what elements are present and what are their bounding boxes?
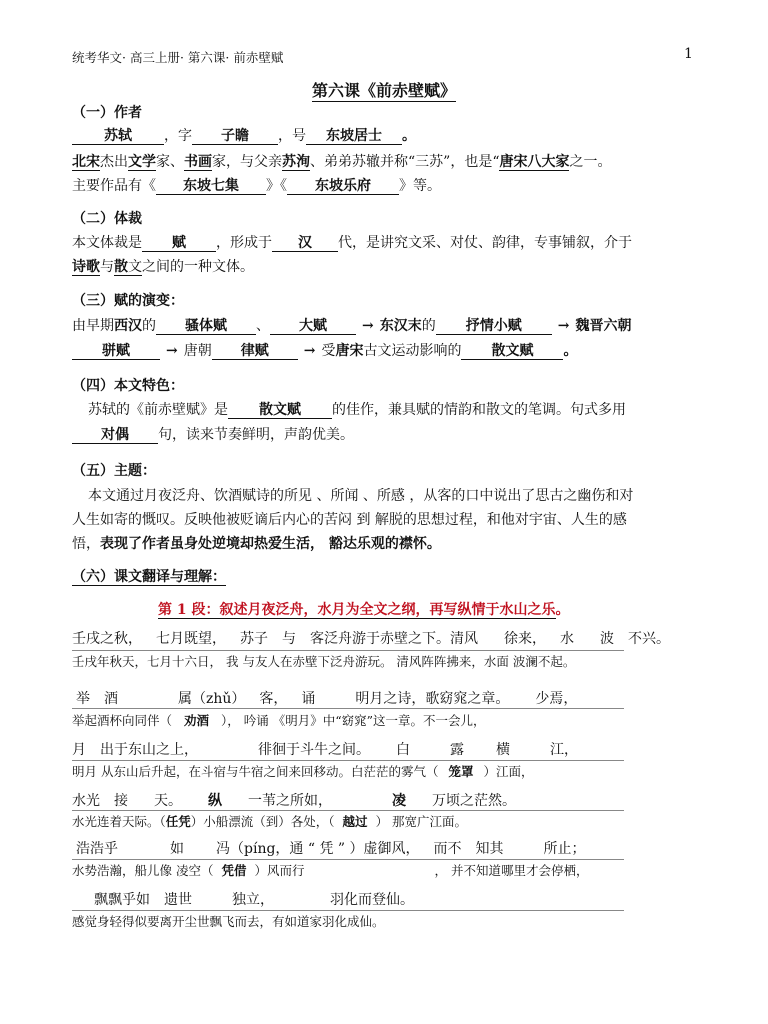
section-theme-heading: （五）主题： [72,463,156,479]
translation-line-5: 水势浩瀚，船儿像 凌空（ 凭借 ）风而行 ， 并不知道哪里才会停栖， [72,863,589,878]
author-bio-line: 北宋杰出文学家、书画家，与父亲苏洵、弟弟苏辙并称“三苏”，也是“唐宋八大家之一。 [72,154,612,170]
author-line: 苏轼 ，字 子瞻 ，号 东坡居士 。 [72,127,696,145]
evolution-sanwenfu: 散文赋 [461,343,563,360]
translation-line-1: 壬戌年秋天，七月十六日， 我 与友人在赤壁下泛舟游玩。 清风阵阵拂来，水面 波澜不起。 [72,654,576,669]
document-header: 统考华文· 高三上册· 第六课· 前赤壁赋 [72,50,284,65]
translation-line-6: 感觉身轻得似要离开尘世飘飞而去，有如道家羽化成仙。 [72,914,385,929]
lesson-title: 第六课《前赤壁赋》 [311,81,456,100]
feature-sanwenfu: 散文赋 [228,402,332,419]
paragraph-1-heading: 第 1 段：叙述月夜泛舟，水月为全文之纲，再写纵情于水山之乐。 [158,602,570,618]
genre-line-1: 本文体裁是 赋 ，形成于 汉 代，是讲究文采、对仗、韵律，专事铺叙，介于 [72,235,632,251]
work-2: 东坡乐府 [287,178,399,195]
section-translation-heading: （六）课文翻译与理解： [72,569,226,585]
theme-line-2: 人生如寄的慨叹。反映他被贬谪后内心的苦闷 到 解脱的思想过程，和他对宇宙、人生的感 [72,512,627,528]
original-line-4: 水光 接 天。 纵 一苇之所如， 凌 万顷之茫然。 [72,793,516,809]
author-name: 苏轼 [72,128,164,145]
translation-line-4: 水光连着天际。（任凭）小船漂流（到）各处，（ 越过 ） 那宽广江面。 [72,814,468,829]
evolution-line-1: 由早期西汉的 骚体赋 、 大赋 → 东汉末的 抒情小赋 → 魏晋六朝 [72,318,632,334]
genre-value: 赋 [142,235,216,252]
evolution-lvfu: 律赋 [212,343,298,360]
translation-line-2: 举起酒杯向同伴（ 劝酒 ）， 吟诵 《明月》中“窈窕”这一章。不一会儿， [72,713,486,728]
page-number: 1 [684,46,693,62]
work-1: 东坡七集 [156,178,266,195]
evolution-dafu: 大赋 [270,318,356,335]
section-author-heading: （一）作者 [72,105,142,121]
evolution-line-2: 骈赋 → 唐朝 律赋 → 受唐宋古文运动影响的 散文赋 。 [72,342,696,360]
section-feature-heading: （四）本文特色： [72,378,184,394]
section-genre-heading: （二）体裁 [72,211,142,227]
section-evolution-heading: （三）赋的演变： [72,293,184,309]
evolution-pianfu: 骈赋 [72,343,160,360]
works-line: 主要作品有《 东坡七集 》《 东坡乐府 》等。 [72,178,441,194]
evolution-saotifu: 骚体赋 [156,318,256,335]
translation-line-3: 明月 从东山后升起，在斗宿与牛宿之间来回移动。白茫茫的雾气（ 笼罩 ）江面， [72,764,534,779]
genre-dynasty: 汉 [272,235,338,252]
theme-line-1: 本文通过月夜泛舟、饮酒赋诗的所见 、所闻 、所感 ，从客的口中说出了思古之幽伤和对 [88,488,634,504]
author-zi: 子瞻 [192,128,278,145]
original-line-5: 浩浩乎 如 冯（píng，通 “ 凭 ” ）虚御风， 而不 知其 所止； [76,841,586,857]
feature-line-2: 对偶 句，读来节奏鲜明，声韵优美。 [72,426,696,444]
feature-line-1: 苏轼的《前赤壁赋》是 散文赋 的佳作，兼具赋的情韵和散文的笔调。句式多用 [88,402,626,418]
theme-line-3: 悟，表现了作者虽身处逆境却热爱生活， 豁达乐观的襟怀。 [72,536,441,552]
original-line-3: 月 出于东山之上， 徘徊于斗牛之间。 白 露 横 江， [72,742,578,758]
genre-line-2: 诗歌与散文之间的一种文体。 [72,259,254,275]
author-hao: 东坡居士 [306,128,402,145]
evolution-shuqingxiaofu: 抒情小赋 [436,318,552,335]
feature-duiou: 对偶 [72,427,158,444]
original-line-1: 壬戌之秋， 七月既望， 苏子 与 客泛舟游于赤壁之下。清风 徐来， 水 波 不兴。 [72,631,670,647]
original-line-6: 飘飘乎如 遗世 独立， 羽化而登仙。 [94,892,414,908]
original-line-2: 举 酒 属（zhǔ） 客， 诵 明月之诗，歌窈窕之章。 少焉， [76,691,578,707]
